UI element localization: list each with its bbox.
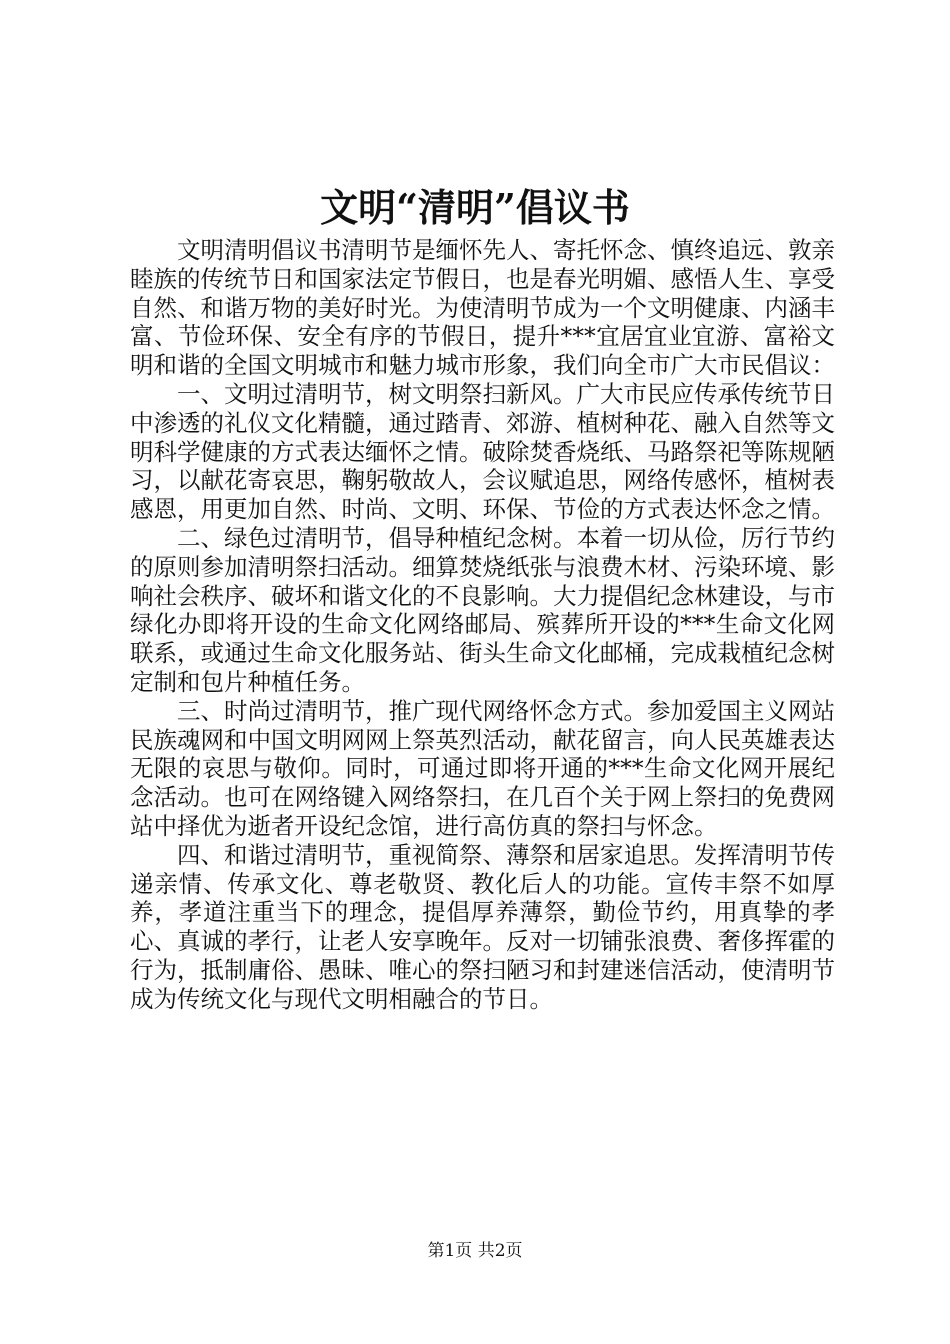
document-body [130, 236, 835, 1014]
paragraph-1: 一、文明过清明节，树文明祭扫新风。广大市民应传承传统节日中渗透的礼仪文化精髓，通过踏青、郊游、植树种花、融入自然等文明科学健康的方式表达缅怀之情。破除焚香烧纸、马路祭祀等陈规陋习，以献花寄哀思，鞠躬敬故人，会议赋追思，网络传感怀，植树表感恩，用更加自然、时尚、文明、环保、节俭的方式表达怀念之情。 [130, 379, 835, 524]
paragraph-3: 三、时尚过清明节，推广现代网络怀念方式。参加爱国主义网站民族魂网和中国文明网网上祭英烈活动，献花留言，向人民英雄表达无限的哀思与敬仰。同时，可通过即将开通的***生命文化网开展纪念活动。也可在网络键入网络祭扫，在几百个关于网上祭扫的免费网站中择优为逝者开设纪念馆，进行高仿真的祭扫与怀念。 [130, 696, 835, 840]
paragraph-4: 四、和谐过清明节，重视简祭、薄祭和居家追思。发挥清明节传递亲情、传承文化、尊老敬贤、教化后人的功能。宣传丰祭不如厚养，孝道注重当下的理念，提倡厚养薄祭，勤俭节约，用真挚的孝心、真诚的孝行，让老人安享晚年。反对一切铺张浪费、奢侈挥霍的行为，抵制庸俗、愚昧、唯心的祭扫陋习和封建迷信活动，使清明节成为传统文化与现代文明相融合的节日。 [130, 840, 835, 1013]
document-title: 文明“清明”倡议书 [320, 185, 630, 230]
page-number-footer: 第1页 共2页 [427, 1241, 523, 1261]
paragraph-intro: 文明清明倡议书清明节是缅怀先人、寄托怀念、慎终追远、敦亲睦族的传统节日和国家法定节假日，也是春光明媚、感悟人生、享受自然、和谐万物的美好时光。为使清明节成为一个文明健康、内涵丰富、节俭环保、安全有序的节假日，提升***宜居宜业宜游、富裕文明和谐的全国文明城市和魅力城市形象，我们向全市广大市民倡议： [130, 236, 835, 380]
paragraph-2: 二、绿色过清明节，倡导种植纪念树。本着一切从俭，厉行节约的原则参加清明祭扫活动。细算焚烧纸张与浪费木材、污染环境、影响社会秩序、破坏和谐文化的不良影响。大力提倡纪念林建设，与市绿化办即将开设的生命文化网络邮局、殡葬所开设的***生命文化网联系，或通过生命文化服务站、街头生命文化邮桶，完成栽植纪念树定制和包片种植任务。 [130, 523, 835, 696]
